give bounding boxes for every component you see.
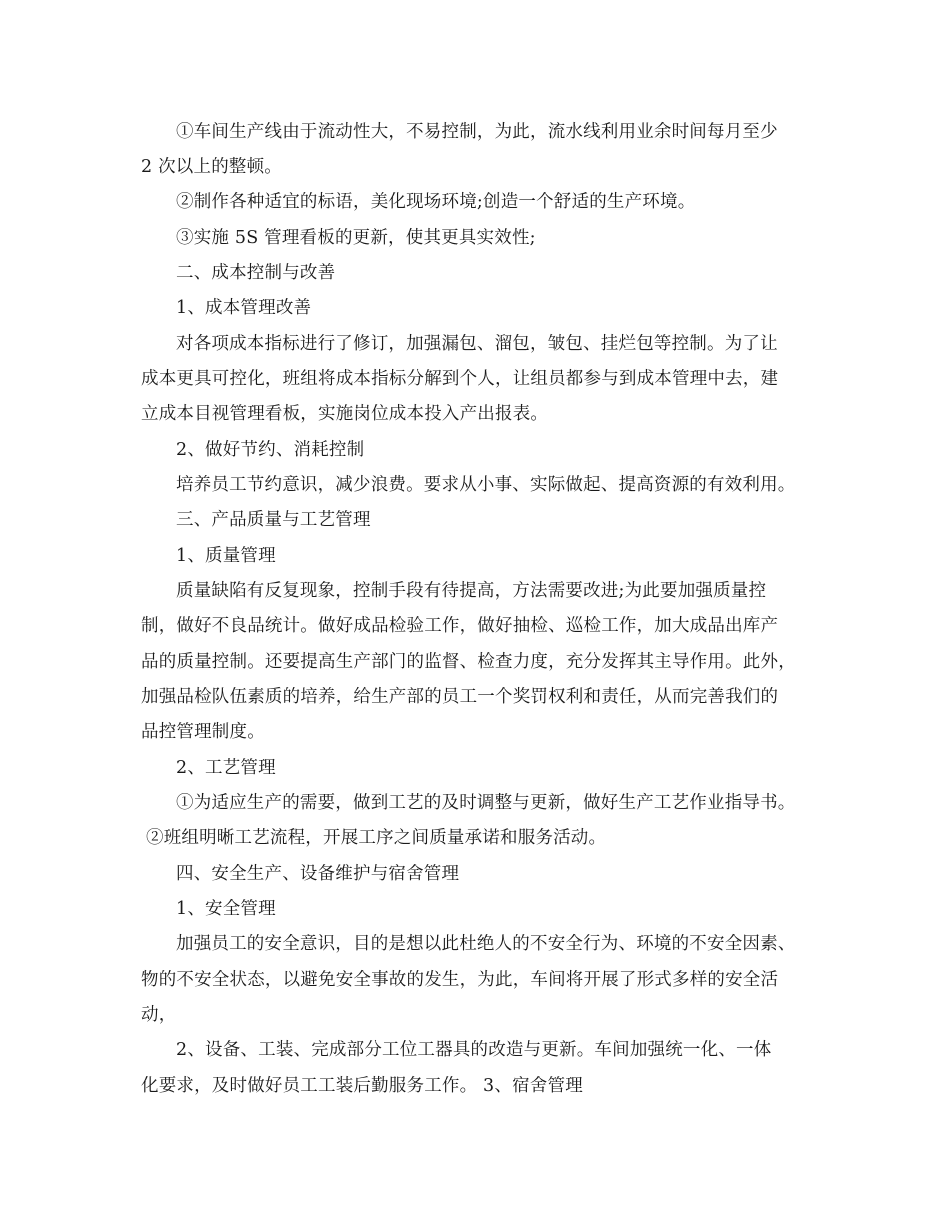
section-heading: 二、成本控制与改善 (176, 263, 336, 283)
text-line: ①车间生产线由于流动性大，不易控制，为此，流水线利用业余时间每月至少 (176, 122, 778, 142)
text-line: 制，做好不良品统计。做好成品检验工作，做好抽检、巡检工作，加大成品出库产 (141, 616, 779, 636)
text-line: 加强员工的安全意识，目的是想以此杜绝人的不安全行为、环境的不安全因素、 (176, 934, 796, 954)
text-line: 质量缺陷有反复现象，控制手段有待提高，方法需要改进;为此要加强质量控 (176, 581, 767, 601)
text-line: 培养员工节约意识，减少浪费。要求从小事、实际做起、提高资源的有效利用。 (176, 475, 796, 495)
text-line: 立成本目视管理看板，实施岗位成本投入产出报表。 (141, 404, 549, 424)
subsection-heading: 1、质量管理 (176, 546, 276, 566)
text-line: 物的不安全状态，以避免安全事故的发生，为此，车间将开展了形式多样的安全活 (141, 970, 779, 990)
subsection-heading: 2、工艺管理 (176, 758, 276, 778)
text-line: ①为适应生产的需要，做到工艺的及时调整与更新，做好生产工艺作业指导书。 (176, 793, 796, 813)
text-line: 品控管理制度。 (141, 722, 265, 742)
text-line: 品的质量控制。还要提高生产部门的监督、检查力度，充分发挥其主导作用。此外， (141, 652, 796, 672)
text-line: ③实施 5S 管理看板的更新，使其更具实效性; (176, 228, 536, 248)
text-line: 加强品检队伍素质的培养，给生产部的员工一个奖罚权利和责任，从而完善我们的 (141, 687, 779, 707)
text-line: 成本更具可控化，班组将成本指标分解到个人，让组员都参与到成本管理中去，建 (141, 369, 779, 389)
text-line: 对各项成本指标进行了修订，加强漏包、溜包，皱包、挂烂包等控制。为了让 (176, 334, 778, 354)
subsection-heading: 1、安全管理 (176, 899, 276, 919)
text-line: 化要求，及时做好员工工装后勤服务工作。 3、宿舍管理 (141, 1076, 583, 1096)
section-heading: 四、安全生产、设备维护与宿舍管理 (176, 864, 460, 884)
text-line: ②班组明晰工艺流程，开展工序之间质量承诺和服务活动。 (146, 828, 607, 848)
subsection-heading: 2、做好节约、消耗控制 (176, 440, 365, 460)
text-line: ②制作各种适宜的标语，美化现场环境;创造一个舒适的生产环境。 (176, 192, 696, 212)
text-line: 2、设备、工装、完成部分工位工器具的改造与更新。车间加强统一化、一体 (176, 1040, 772, 1060)
text-line: 2 次以上的整顿。 (141, 157, 282, 177)
text-line: 动， (141, 1005, 177, 1025)
section-heading: 三、产品质量与工艺管理 (176, 510, 371, 530)
subsection-heading: 1、成本管理改善 (176, 298, 312, 318)
